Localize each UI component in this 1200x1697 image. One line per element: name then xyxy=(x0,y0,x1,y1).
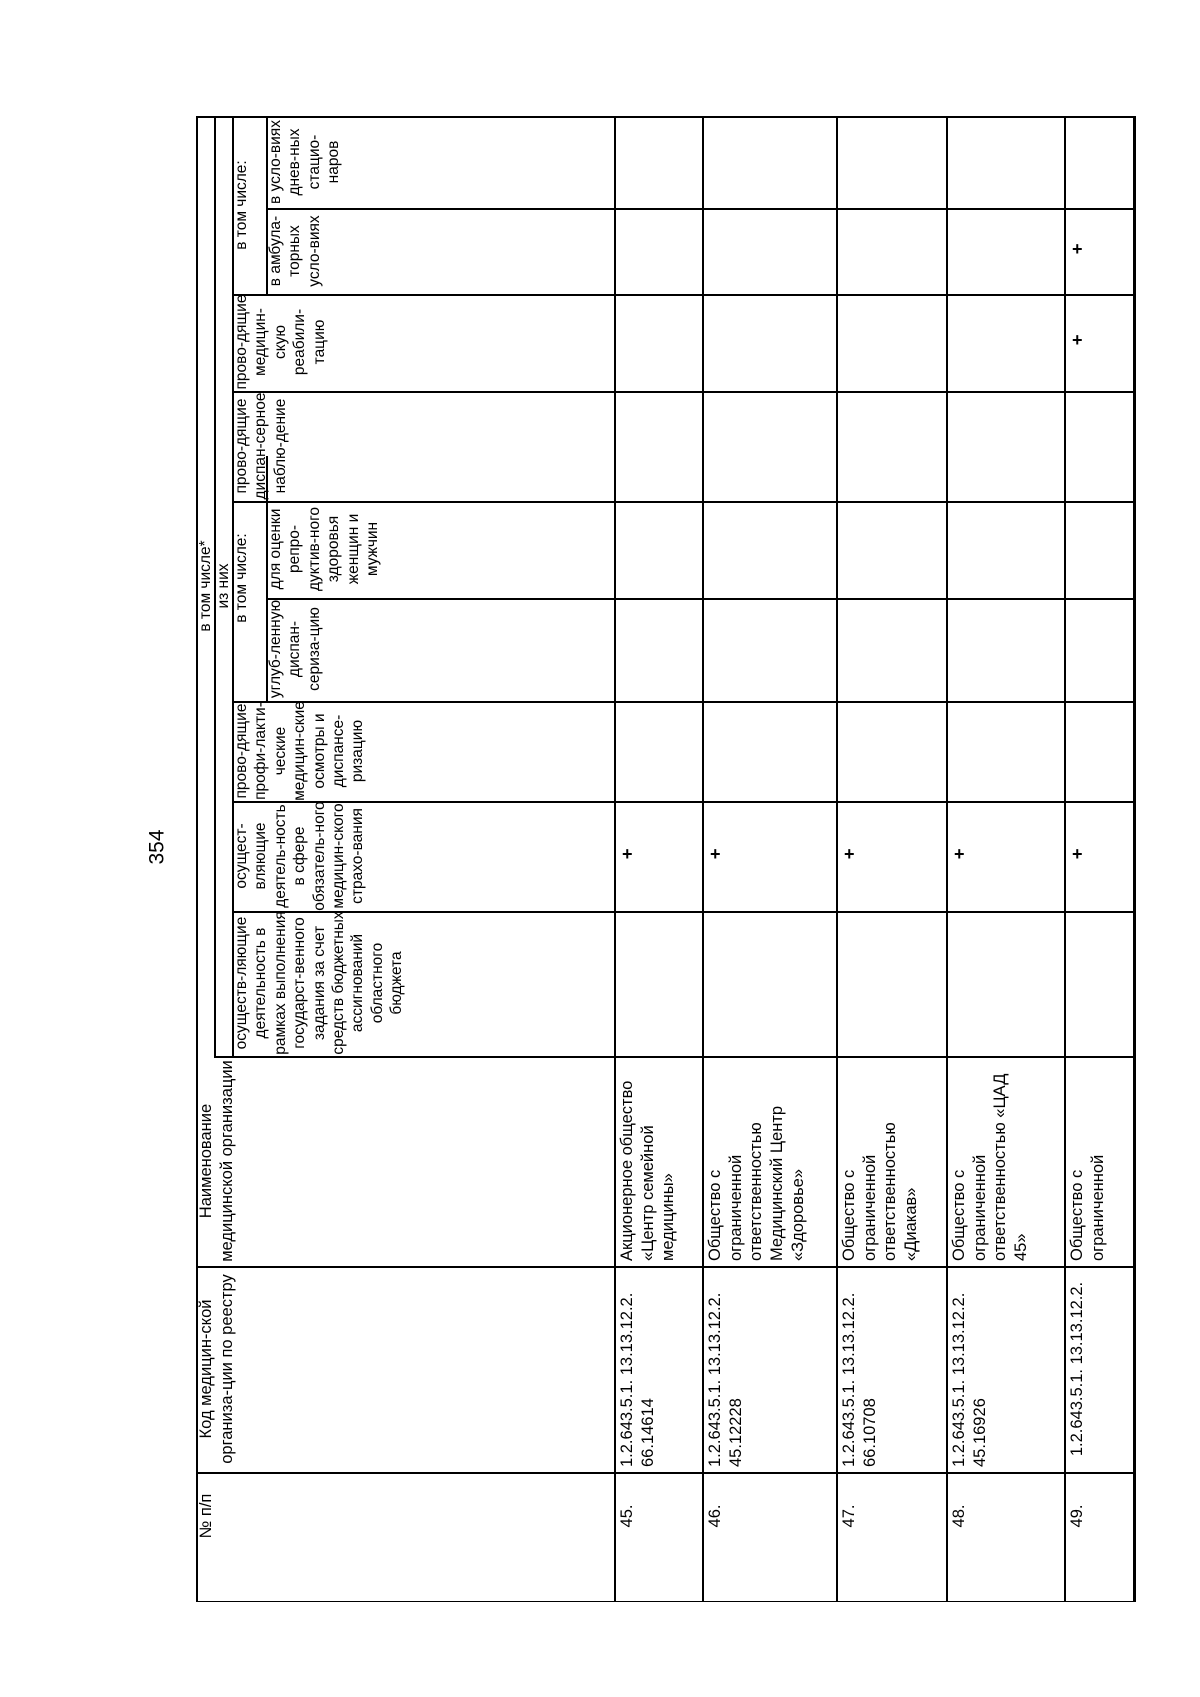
header-day: в усло-виях днев-ных стацио-наров xyxy=(267,120,343,204)
header-oms: осущест-вляющие деятель-ность в сфере обязатель-ного медицин-ского страхо-вания xyxy=(233,801,367,911)
page-number: 354 xyxy=(145,829,169,865)
header-deep-disp: углуб-ленную диспан-сериза-цию xyxy=(267,599,323,699)
row-amb-mark: + xyxy=(1072,239,1083,259)
row-code: 1.2.643.5.1. 13.13.12.2. 45.16926 xyxy=(950,1292,989,1467)
row-code: 1.2.643.5.1. 13.13.12.2. xyxy=(1068,1281,1086,1457)
row-oms-mark: + xyxy=(844,844,855,864)
header-budget: осуществ-ляющие деятельность в рамках выполнения государст-венного задания за счет средств бюджетных ассигнований областного бюджета xyxy=(233,911,405,1055)
services-table xyxy=(196,116,1134,1602)
row-name: Акционерное общество «Центр семейной медицины» xyxy=(618,1080,678,1261)
header-code: Код медицин-ской организа-ции по реестру xyxy=(197,1274,236,1464)
row-num: 47. xyxy=(840,1504,858,1528)
row-code: 1.2.643.5.1. 13.13.12.2. 66.10708 xyxy=(840,1292,879,1467)
row-separator xyxy=(1134,116,1136,1602)
row-num: 48. xyxy=(950,1504,968,1528)
header-of-them: из них xyxy=(215,563,232,609)
row-name: Общество с ограниченной ответственностью Медицинский Центр «Здоровье» xyxy=(706,1105,807,1261)
row-separator xyxy=(946,116,948,1602)
header-amb: в амбула-торных усло-виях xyxy=(267,215,323,287)
row-oms-mark: + xyxy=(710,844,721,864)
row-separator xyxy=(614,116,616,1602)
row-oms-mark: + xyxy=(1072,844,1083,864)
header-repro: для оценки репро-дуктив-ного здоровья женщин и мужчин xyxy=(267,506,381,592)
header-num: № п/п xyxy=(197,1493,215,1539)
row-num: 45. xyxy=(618,1504,636,1528)
row-name: Общество с ограниченной ответственностью «Диакав» xyxy=(840,1122,920,1261)
header-in-total: в том числе* xyxy=(197,540,214,632)
row-code: 1.2.643.5.1. 13.13.12.2. 66.14614 xyxy=(618,1292,657,1467)
row-separator xyxy=(702,116,704,1602)
header-in-number-b: в том числе: xyxy=(233,160,250,250)
row-separator xyxy=(836,116,838,1602)
header-rehab: прово-дящие медицин-скую реабили-тацию xyxy=(233,294,328,390)
row-oms-mark: + xyxy=(622,844,633,864)
row-code: 1.2.643.5.1. 13.13.12.2. 45.12228 xyxy=(706,1292,745,1467)
row-oms-mark: + xyxy=(954,844,965,864)
header-name: Наименование медицинской организации xyxy=(197,1060,236,1262)
header-disp: прово-дящие диспан-серное наблю-дение xyxy=(233,392,289,500)
row-num: 49. xyxy=(1068,1504,1086,1528)
header-in-number-a: в том числе: xyxy=(233,533,250,623)
row-separator xyxy=(1064,116,1066,1602)
row-rehab-mark: + xyxy=(1072,330,1083,350)
row-name: Общество с ограниченной xyxy=(1068,1154,1107,1261)
row-name: Общество с ограниченной ответственностью «ЦАД 45» xyxy=(950,1073,1030,1261)
row-num: 46. xyxy=(706,1504,724,1528)
header-prof: прово-дящие профи-лакти-ческие медицин-ские осмотры и диспансе-ризацию xyxy=(233,701,367,801)
